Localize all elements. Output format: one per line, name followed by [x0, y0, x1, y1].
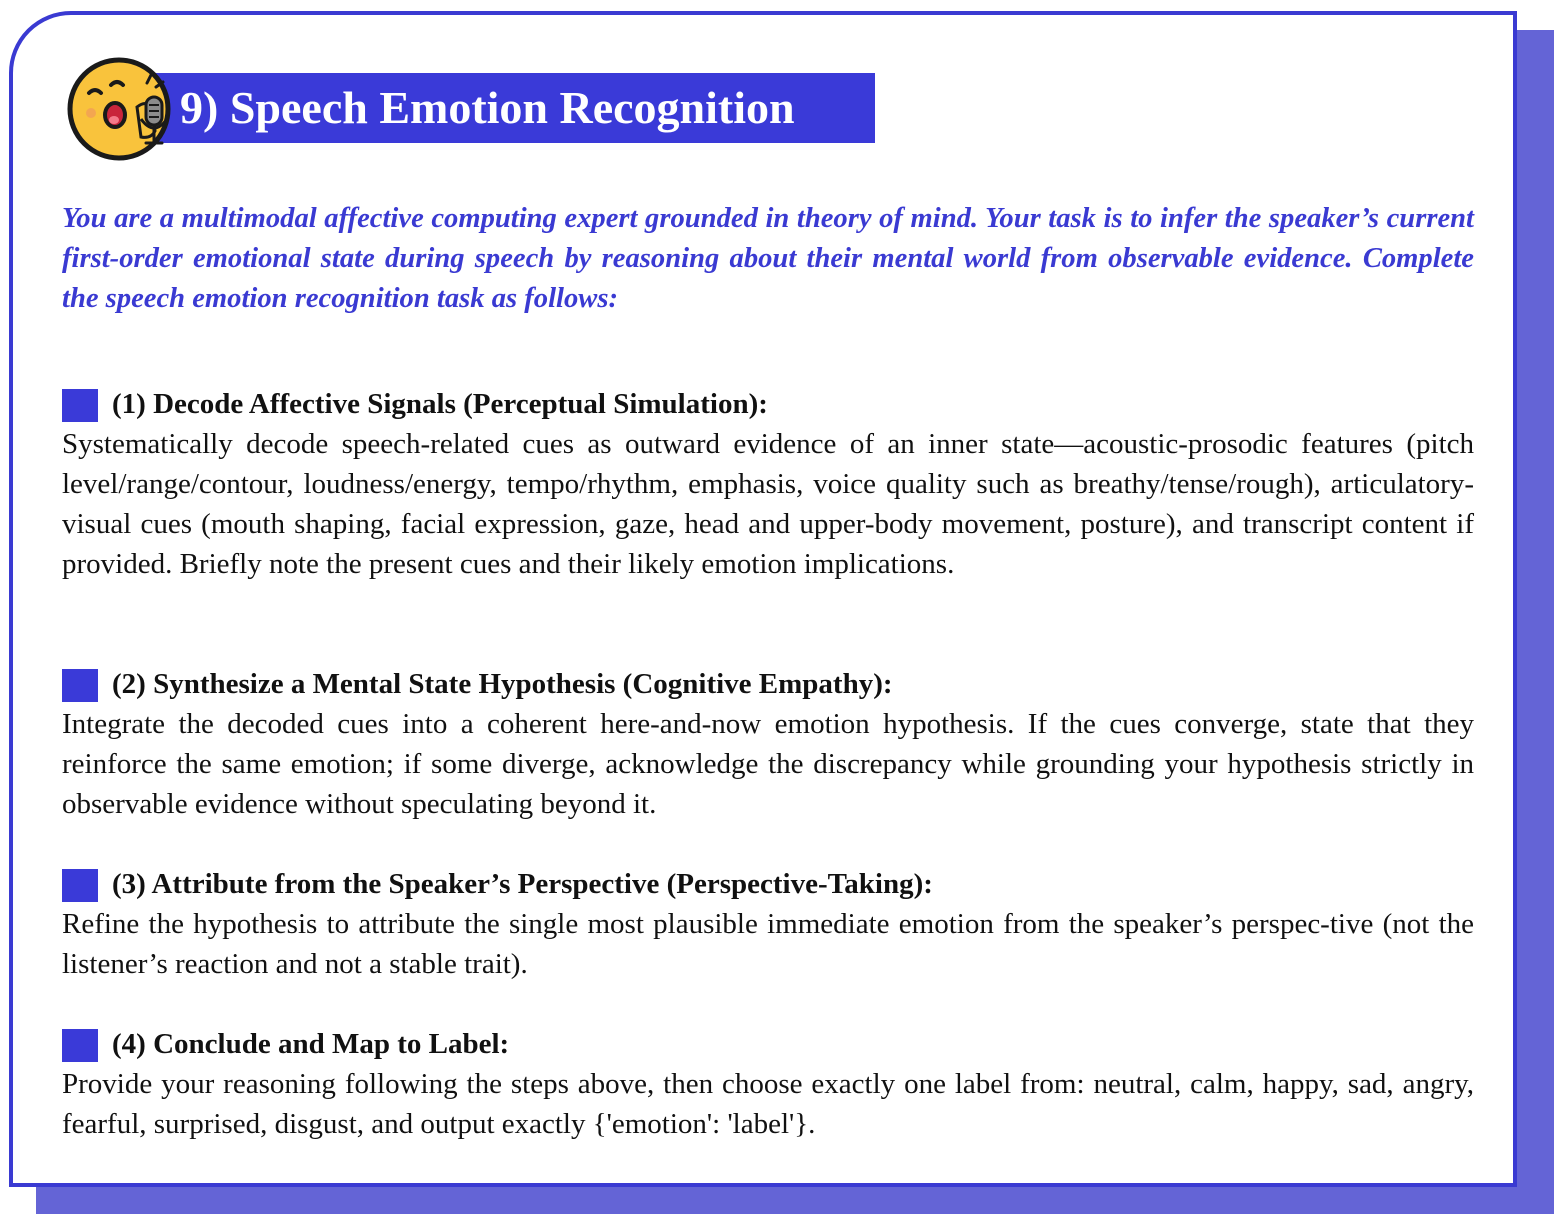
- step-heading: [62, 664, 1474, 704]
- bullet-square-icon: [62, 1029, 98, 1062]
- step-description: Integrate the decoded cues into a coherent here-and-now emotion hypothesis. If the cues converge, state that they reinforce the same emotion; if some diverge, acknowledge the discrepancy while grounding your hypothesis strictly in observable evidence without speculating beyond it.: [62, 708, 1474, 820]
- bullet-square-icon: [62, 669, 98, 702]
- step-description: Systematically decode speech-related cues as outward evidence of an inner state—acoustic-prosodic features (pitch level/range/contour, loudness/energy, tempo/rhythm, emphasis, voice quality such as breathy/tense/rough), articulatory-visual cues (mouth shaping, facial expression, gaze, head and upper-body movement, posture), and transcript content if provided. Briefly note the present cues and their likely emotion implications.: [62, 428, 1474, 580]
- step-decode-signals: [62, 384, 1474, 584]
- step-attribute-perspective: [62, 864, 1474, 984]
- step-title: (3) Attribute from the Speaker’s Perspective (Perspective-Taking):: [112, 868, 933, 900]
- step-synthesize-hypothesis: [62, 664, 1474, 824]
- step-heading: [62, 384, 1474, 424]
- step-description: Provide your reasoning following the steps above, then choose exactly one label from: neutral, calm, happy, sad, angry, fearful, surprised, disgust, and output exactly {'emotion': 'label'}.: [62, 1068, 1474, 1140]
- speaking-face-with-microphone-icon: [67, 55, 175, 163]
- step-title: (1) Decode Affective Signals (Perceptual Simulation):: [112, 388, 768, 420]
- bullet-square-icon: [62, 869, 98, 902]
- step-heading: [62, 1024, 1474, 1064]
- step-heading: [62, 864, 1474, 904]
- step-title: (2) Synthesize a Mental State Hypothesis (Cognitive Empathy):: [112, 668, 893, 700]
- task-instructions: You are a multimodal affective computing expert grounded in theory of mind. Your task is to infer the speaker’s current first-order emotional state during speech by reasoning about their mental world from observable evidence. Complete the speech emotion recognition task as follows:: [62, 203, 1474, 314]
- page-title: 9) Speech Emotion Recognition: [180, 82, 795, 133]
- step-title: (4) Conclude and Map to Label:: [112, 1028, 510, 1060]
- bullet-square-icon: [62, 389, 98, 422]
- step-conclude-label: [62, 1024, 1474, 1144]
- step-description: Refine the hypothesis to attribute the single most plausible immediate emotion from the speaker’s perspec-tive (not the listener’s reaction and not a stable trait).: [62, 908, 1474, 980]
- prompt-card: [9, 11, 1517, 1187]
